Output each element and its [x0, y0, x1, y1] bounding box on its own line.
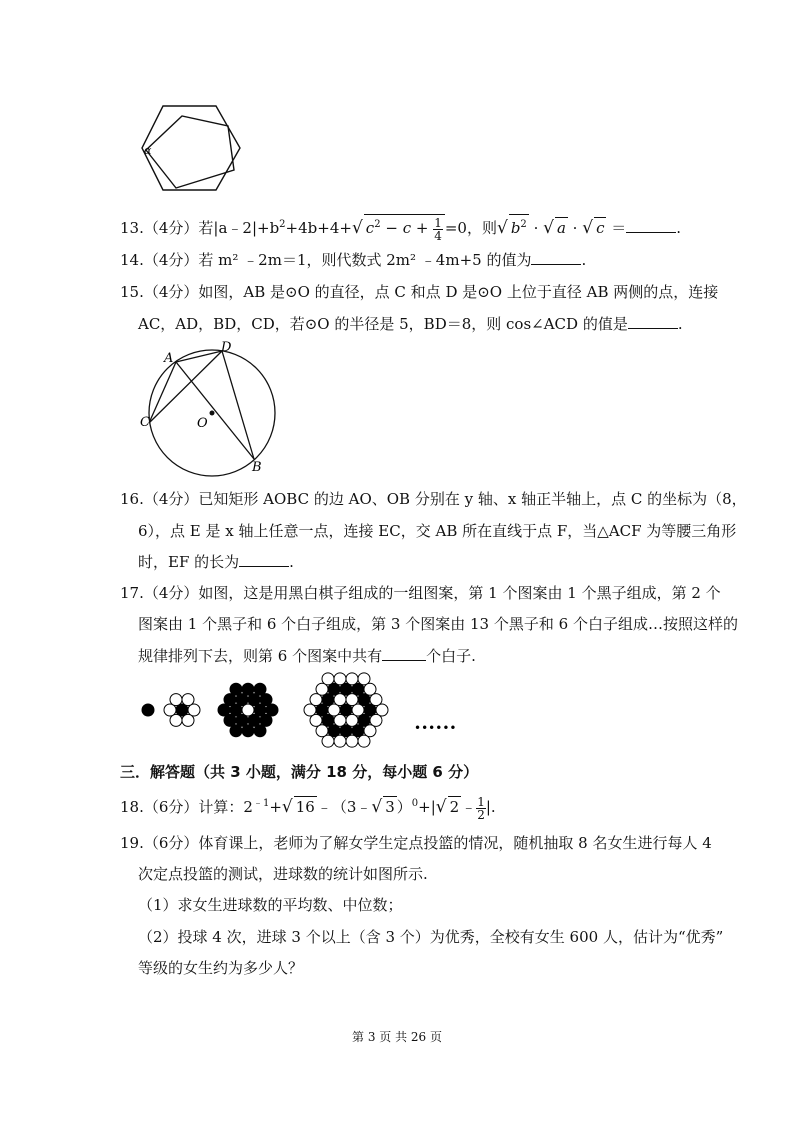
pattern-ellipsis: ••••••	[414, 721, 456, 735]
pattern2-piece	[170, 694, 182, 706]
pattern2-piece	[182, 694, 194, 706]
pattern4-piece	[346, 673, 358, 685]
pattern4-piece	[358, 735, 370, 747]
question-14: 14.（4分）若 m² ﹣2m＝1，则代数式 2m² ﹣4m+5 的值为 .	[120, 251, 587, 269]
svg-text:D: D	[221, 340, 232, 355]
pattern4-piece	[334, 735, 346, 747]
circle-figure	[136, 338, 276, 478]
page-footer: 第 3 页 共 26 页	[352, 1030, 442, 1044]
pattern4-piece	[322, 673, 334, 685]
question-15-line1: 15.（4分）如图，AB 是⊙O 的直径，点 C 和点 D 是⊙O 上位于直径 AB 两侧的点，连接	[120, 283, 719, 301]
question-13: 13.（4分）若$|a﹣2|+b^2+4b+4+√$ $c^2 - c$ + $\frac{1}{4}$ =0，则√ $b^2$ · √ a · √ c ＝ .	[120, 215, 682, 243]
pattern1-piece	[142, 704, 154, 716]
pattern2-piece	[182, 714, 194, 726]
section-3-heading: 三．解答题（共 3 小题，满分 18 分，每小题 6 分）	[120, 763, 479, 781]
question-15-line2: AC，AD，BD，CD，若⊙O 的半径是 5，BD＝8，则 cos∠ACD 的值是 .	[138, 315, 683, 333]
question-19-sub2b: 等级的女生约为多少人？	[138, 959, 304, 977]
svg-text:A: A	[164, 351, 174, 366]
question-18: 18.（6分）计算：$2^{﹣1}+√$ 16 ﹣（3﹣√ 3 ）$^0$+|√ 2 ﹣ $\frac{1}{2}$ |.	[120, 794, 496, 822]
question-16-line3: 时，EF 的长为 .	[138, 553, 294, 571]
question-19-sub1: （1）求女生进球数的平均数、中位数；	[138, 896, 403, 914]
svg-text:O: O	[197, 416, 208, 431]
pattern3-piece	[242, 683, 254, 695]
question-19-line1: 19.（6分）体育课上，老师为了解女学生定点投篮的情况，随机抽取 8 名女生进行每人 4	[120, 834, 712, 852]
pattern3-piece	[242, 725, 254, 737]
question-16-line1: 16.（4分）已知矩形 AOBC 的边 AO、OB 分别在 y 轴、x 轴正半轴上，点 C 的坐标为（8，	[120, 490, 747, 508]
pattern3-piece	[230, 683, 242, 695]
pattern3-piece	[254, 725, 266, 737]
question-19-line2: 次定点投篮的测试，进球数的统计如图所示.	[138, 865, 428, 883]
pattern3-piece	[260, 694, 272, 706]
hexagon-pentagon-figure	[138, 102, 248, 194]
question-17-line3: 规律排列下去，则第 6 个图案中共有 个白子.	[138, 647, 476, 665]
pattern4-piece	[346, 735, 358, 747]
question-19-sub2: （2）投球 4 次，进球 3 个以上（含 3 个）为优秀，全校有女生 600 人，估计为“优秀”	[138, 928, 724, 946]
question-16-line2: 6），点 E 是 x 轴上任意一点，连接 EC，交 AB 所在直线于点 F，当△ACF 为等腰三角形	[138, 522, 737, 540]
question-17-line1: 17.（4分）如图，这是用黑白棋子组成的一组图案，第 1 个图案由 1 个黑子组成，第 2 个	[120, 584, 721, 602]
chess-pattern-figure	[136, 668, 456, 750]
svg-text:C: C	[140, 415, 150, 430]
svg-text:α: α	[144, 144, 152, 157]
pattern4-piece	[334, 673, 346, 685]
pattern4-piece	[370, 694, 382, 706]
question-17-line2: 图案由 1 个黑子和 6 个白子组成，第 3 个图案由 13 个黑子和 6 个白子组成…按照这样的	[138, 615, 738, 633]
svg-text:B: B	[252, 460, 262, 475]
